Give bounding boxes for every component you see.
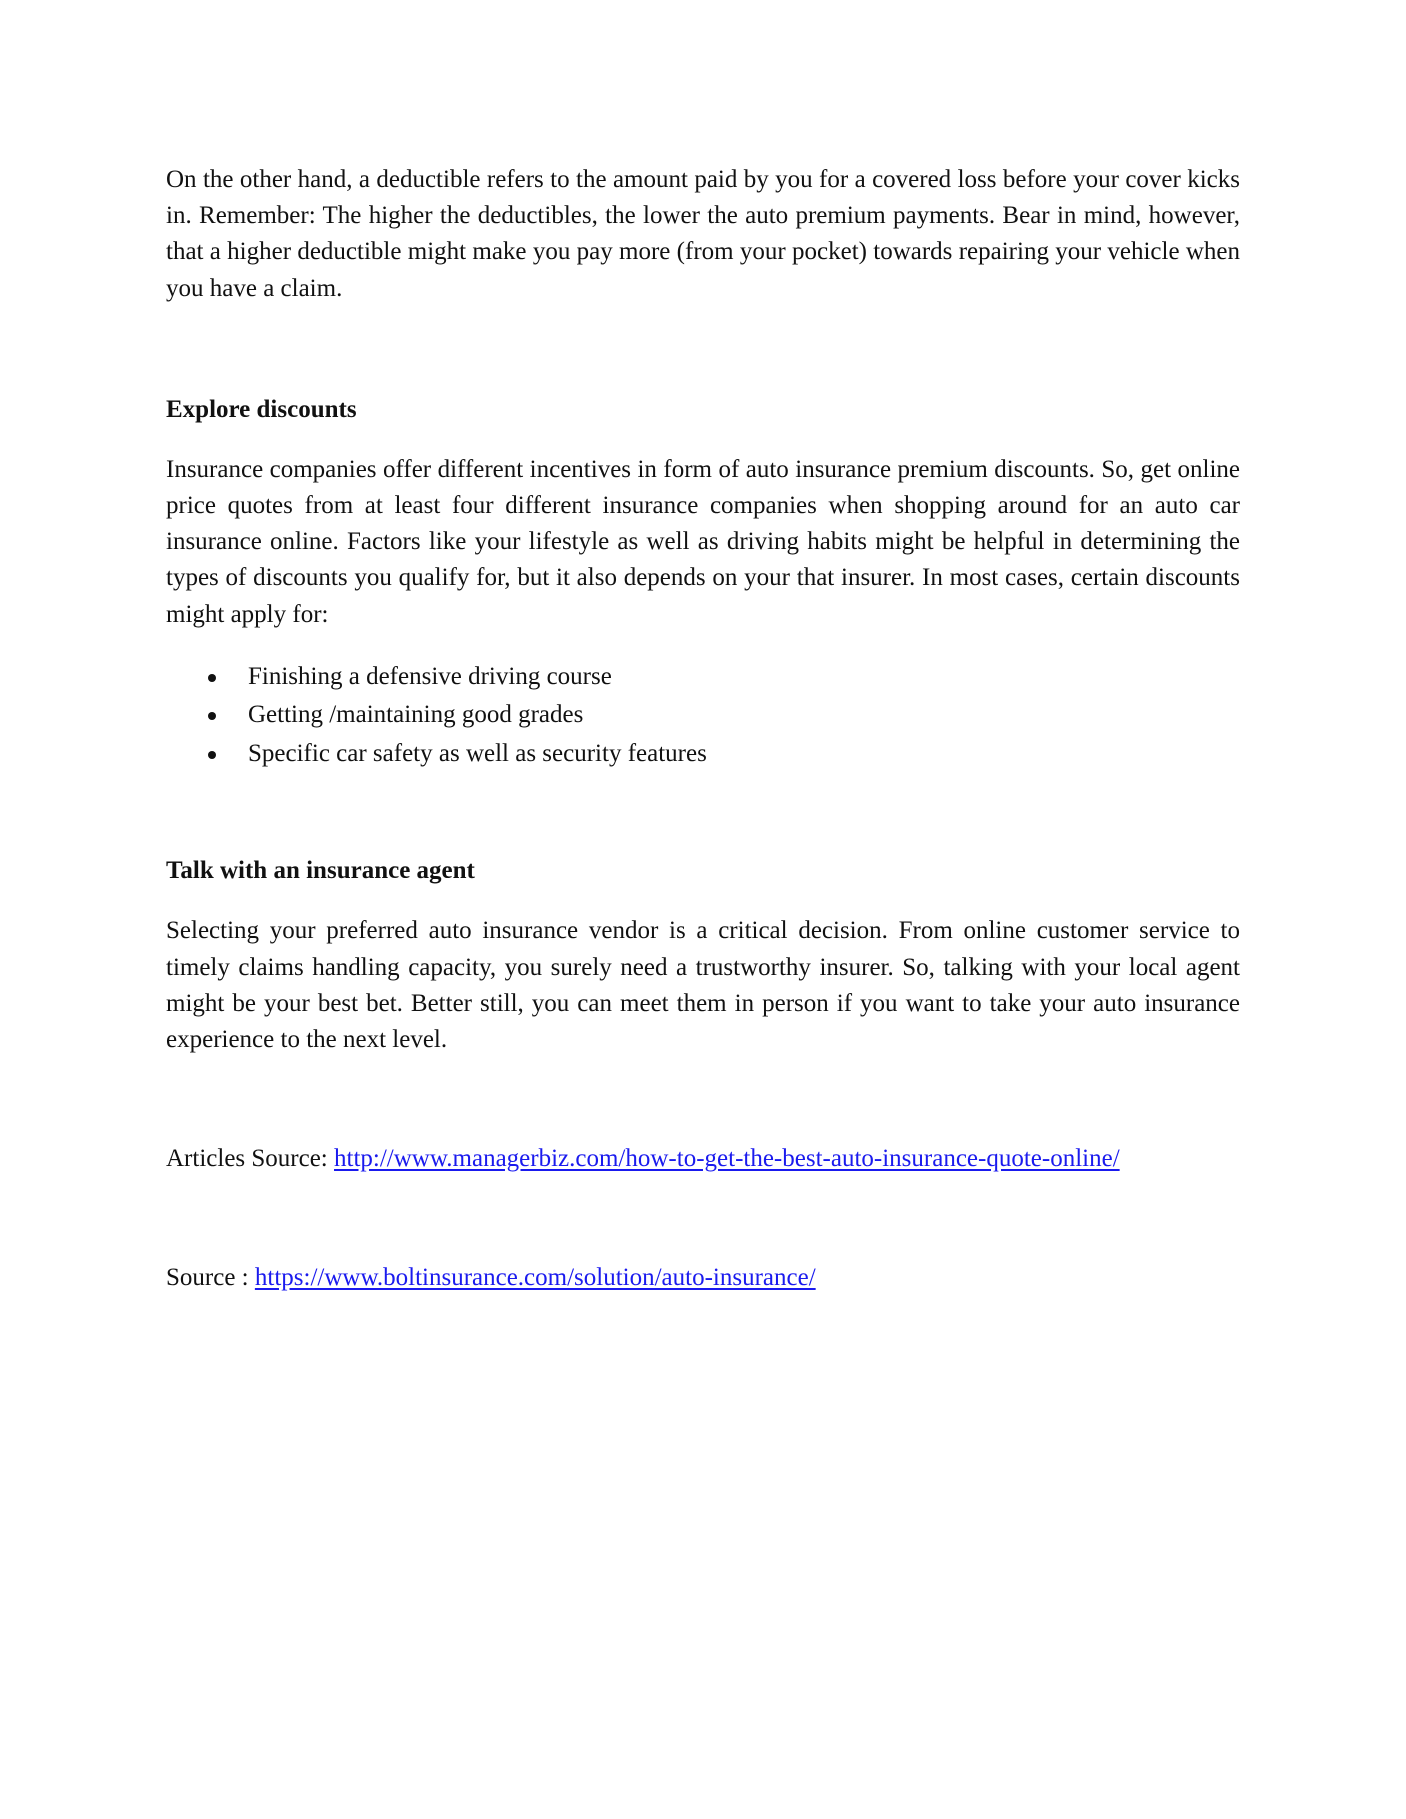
document-page — [166, 162, 1240, 1296]
intro-paragraph: On the other hand, a deductible refers to the amount paid by you for a covered loss before your cover kicks in. Remember: The higher the deductibles, the lower the auto premium payments. Bear in mind, however, that a higher deductible might make you pay more (from your pocket) towards repairing your vehicle when you have a claim. — [166, 166, 1240, 302]
list-item-text: Finishing a defensive driving course — [248, 662, 612, 690]
list-item — [166, 735, 1240, 774]
list-item — [166, 696, 1240, 735]
bullet-icon — [208, 712, 216, 720]
agent-paragraph: Selecting your preferred auto insurance vendor is a critical decision. From online customer service to timely claims handling capacity, you surely need a trustworthy insurer. So, talking with your local agent might be your best bet. Better still, you can meet them in person if you want to take your auto insurance experience to the next level. — [166, 917, 1240, 1053]
articles-source-label: Articles Source: — [166, 1145, 335, 1173]
heading-talk-with-agent: Talk with an insurance agent — [166, 857, 475, 885]
list-item-text: Getting /maintaining good grades — [248, 701, 584, 729]
list-item-text: Specific car safety as well as security features — [248, 739, 707, 767]
source-label: Source : — [166, 1264, 255, 1292]
bullet-icon — [208, 674, 216, 682]
source-line — [166, 1260, 1240, 1296]
discounts-bullet-list — [166, 658, 1240, 774]
bullet-icon — [208, 751, 216, 759]
heading-explore-discounts: Explore discounts — [166, 395, 357, 423]
source-link[interactable]: https://www.boltinsurance.com/solution/auto-insurance/ — [254, 1264, 816, 1292]
discounts-paragraph: Insurance companies offer different incentives in form of auto insurance premium discounts. So, get online price quotes from at least four different insurance companies when shopping around for an auto car insurance online. Factors like your lifestyle as well as driving habits might be helpful in determining the types of discounts you qualify for, but it also depends on your that insurer. In most cases, certain discounts might apply for: — [166, 455, 1240, 628]
articles-source-line — [166, 1141, 1240, 1177]
articles-source-link[interactable]: http://www.managerbiz.com/how-to-get-the-best-auto-insurance-quote-online/ — [334, 1145, 1120, 1173]
list-item — [166, 658, 1240, 697]
